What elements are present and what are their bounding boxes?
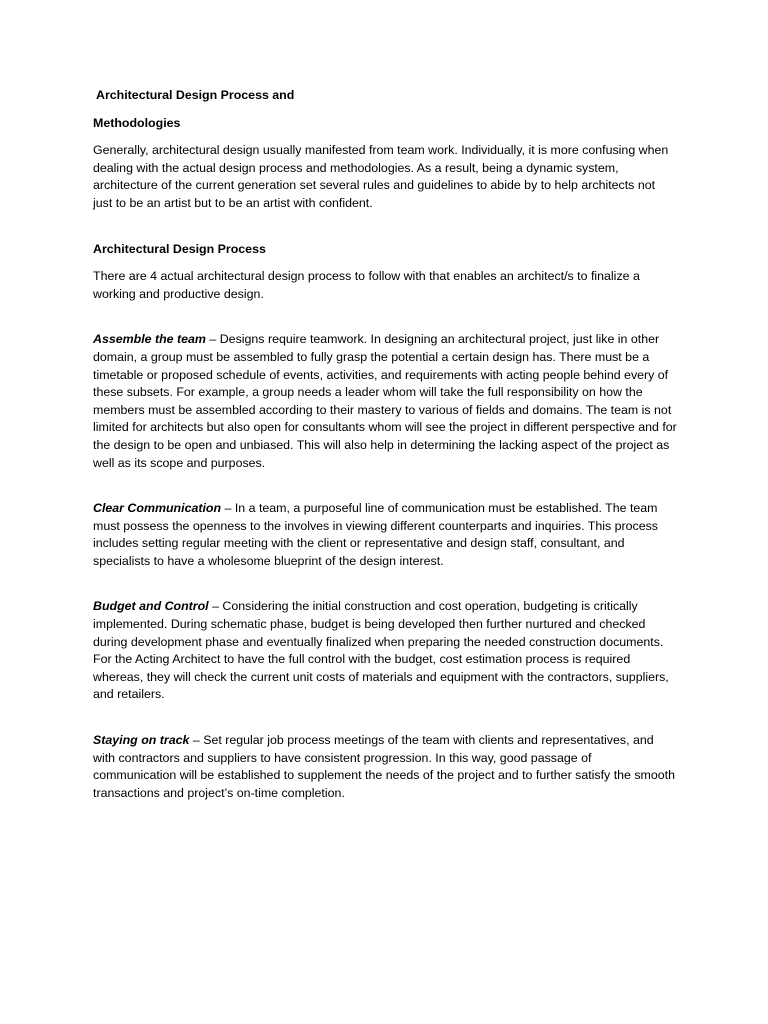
step-term: Assemble the team [93, 332, 206, 347]
step-separator: – [208, 599, 223, 614]
step-text: Set regular job process meetings of the team with clients and representatives, and with contractors and suppliers to have consistent progression. In this way, good passage of communication will be established to supplement the needs of the project and to further satisfy the smooth transactions and project’s on-time completion. [93, 733, 675, 800]
step-separator: – [205, 332, 220, 347]
step-term: Staying on track [93, 733, 190, 748]
intro-paragraph: Generally, architectural design usually manifested from team work. Individually, it is more confusing when dealing with the actual design process and methodologies. As a result, being a dynamic system, architecture of the current generation set several rules and guidelines to abide by to help architects not just to be an artist but to be an artist with confident. [93, 143, 669, 210]
document-body [93, 87, 677, 802]
step-term: Budget and Control [93, 599, 209, 614]
step-separator: – [221, 501, 235, 516]
document-title-line-2: Methodologies [93, 115, 181, 130]
step-text: Considering the initial construction and cost operation, budgeting is critically implemented. During schematic phase, budget is being developed then further nurtured and checked during development phase and eventually finalized when preparing the needed construction documents. For the Acting Architect to have the full control with the budget, cost estimation process is required whereas, they will check the current unit costs of materials and equipment with the contractors, suppliers, and retailers. [93, 599, 669, 702]
step-text: Designs require teamwork. In designing an architectural project, just like in other domain, a group must be assembled to fully grasp the potential a certain design has. There must be a timetable or proposed schedule of events, activities, and requirements with acting people behind every of these subsets. For example, a group needs a leader whom will take the full responsibility on how the members must be assembled according to their mastery to various of fields and domains. The team is not limited for architects but also open for consultants whom will see the project in different perspective and for the design to be open and unbiased. This will also help in determining the lacking aspect of the project as well as its scope and purposes. [93, 332, 677, 470]
step-term: Clear Communication [93, 501, 222, 516]
section-heading: Architectural Design Process [93, 241, 266, 256]
step-text: In a team, a purposeful line of communication must be established. The team must possess the openness to the involves in viewing different counterparts and inquiries. This process includes setting regular meeting with the client or representative and design staff, consultant, and specialists to have a wholesome blueprint of the design interest. [93, 501, 659, 568]
step-paragraph-assemble-team [93, 331, 677, 472]
step-paragraph-clear-communication [93, 500, 677, 570]
document-title-line-1: Architectural Design Process and [96, 88, 295, 102]
step-separator: – [189, 733, 204, 748]
step-paragraph-staying-on-track [93, 732, 677, 802]
step-paragraph-budget-control [93, 598, 677, 704]
section-intro-paragraph: There are 4 actual architectural design process to follow with that enables an architect/s to finalize a working and productive design. [93, 269, 640, 301]
